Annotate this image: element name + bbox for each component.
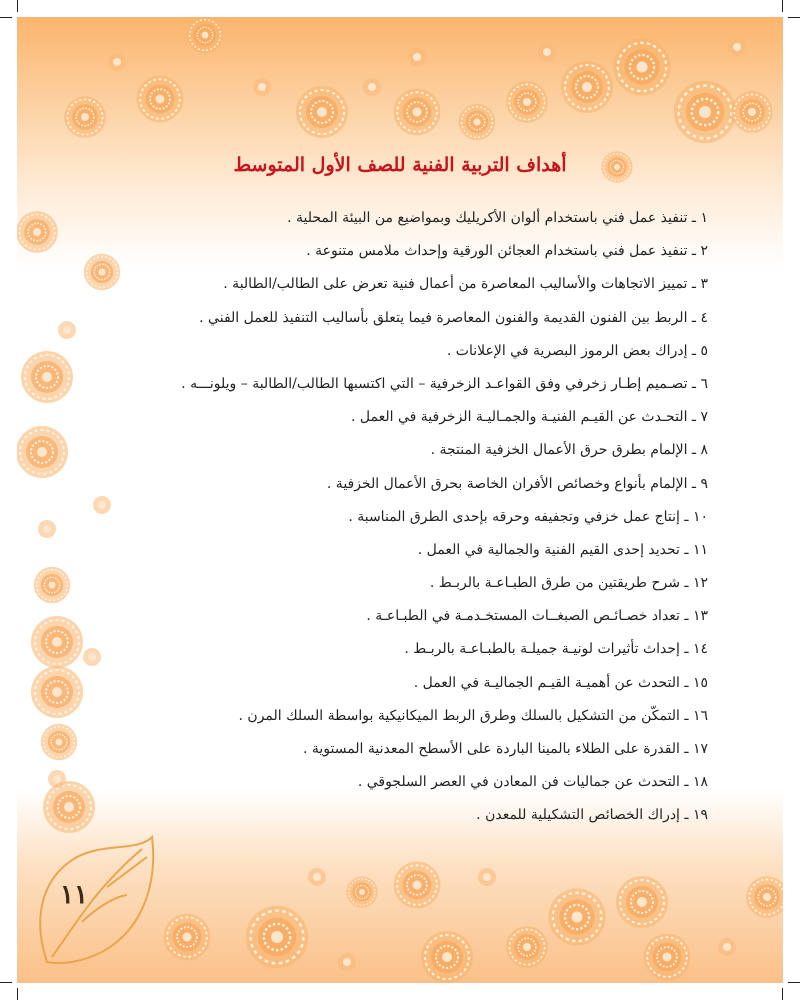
list-item: ٩ ـ الإلمام بأنواع وخصائص الأفران الخاصة بحرق الأعمال الخزفية . bbox=[326, 475, 708, 492]
page-number: ١١ bbox=[60, 880, 88, 910]
list-item: ٨ ـ الإلمام بطرق حرق الأعمال الخزفية المنتجة . bbox=[430, 442, 708, 459]
crop-mark bbox=[782, 0, 783, 12]
list-item: ٥ ـ إدراك بعض الرموز البصرية في الإعلانات . bbox=[446, 342, 708, 359]
list-item: ١٦ ـ التمكّن من التشكيل بالسلك وطرق الربط الميكانيكية بواسطة السلك المرن . bbox=[238, 707, 708, 724]
crop-mark bbox=[17, 988, 18, 1000]
list-item: ١٠ ـ إنتاج عمل خزفي وتجفيفه وحرقه بإحدى الطرق المناسبة . bbox=[348, 508, 708, 525]
page-title: أهداف التربية الفنية للصف الأول المتوسط bbox=[233, 154, 567, 176]
list-item: ٧ ـ التحـدث عن القيـم الفنيـة والجمـاليـة الزخرفية في العمل . bbox=[351, 409, 708, 426]
list-item: ١٩ ـ إدراك الخصائص التشكيلية للمعدن . bbox=[476, 807, 708, 824]
list-item: ١٢ ـ شرح طريقتين من طرق الطبـاعـة بالربـط . bbox=[429, 575, 708, 592]
list-item: ٢ ـ تنفيذ عمل فني باستخدام العجائن الورقية وإحداث ملامس متنوعة . bbox=[306, 243, 708, 260]
list-item: ١ ـ تنفيذ عمل فني باستخدام ألوان الأكريليك وبمواضيع من البيئة المحلية . bbox=[287, 210, 708, 226]
list-item: ١١ ـ تحديد إحدى القيم الفنية والجمالية في العمل . bbox=[417, 541, 708, 558]
goals-list bbox=[120, 204, 708, 835]
list-item: ١٣ ـ تعداد خصـائـص الصبغــات المستخـدمـة في الطبـاعـة . bbox=[366, 608, 708, 625]
leaf-ornament bbox=[40, 837, 153, 963]
crop-mark bbox=[0, 982, 12, 983]
crop-mark bbox=[0, 17, 12, 18]
list-item: ١٤ ـ إحداث تأثيرات لونيـة جميلـة بالطبـاعـة بالربـط . bbox=[404, 641, 708, 658]
list-item: ٣ ـ تمييز الاتجاهات والأساليب المعاصرة من أعمال فنية تعرض على الطالب/الطالبة . bbox=[223, 276, 708, 293]
list-item: ١٧ ـ القدرة على الطلاء بالمينا الباردة على الأسطح المعدنية المستوية . bbox=[302, 741, 708, 757]
list-item: ١٨ ـ التحدث عن جماليات فن المعادن في العصر السلجوقي . bbox=[357, 774, 708, 791]
list-item: ٤ ـ الربط بين الفنون القديمة والفنون المعاصرة فيما يتعلق بأساليب التنفيذ للعمل الفني . bbox=[199, 309, 708, 326]
crop-mark bbox=[788, 17, 800, 18]
crop-mark bbox=[788, 982, 800, 983]
list-item: ١٥ ـ التحدث عن أهميـة القيـم الجماليـة في العمل . bbox=[413, 674, 708, 691]
list-item: ٦ ـ تصـميم إطـار زخرفي وفق القواعـد الزخرفية – التي اكتسبها الطالب/الطالبة – ويلونـــه . bbox=[181, 375, 708, 392]
crop-mark bbox=[17, 0, 18, 12]
crop-mark bbox=[782, 988, 783, 1000]
